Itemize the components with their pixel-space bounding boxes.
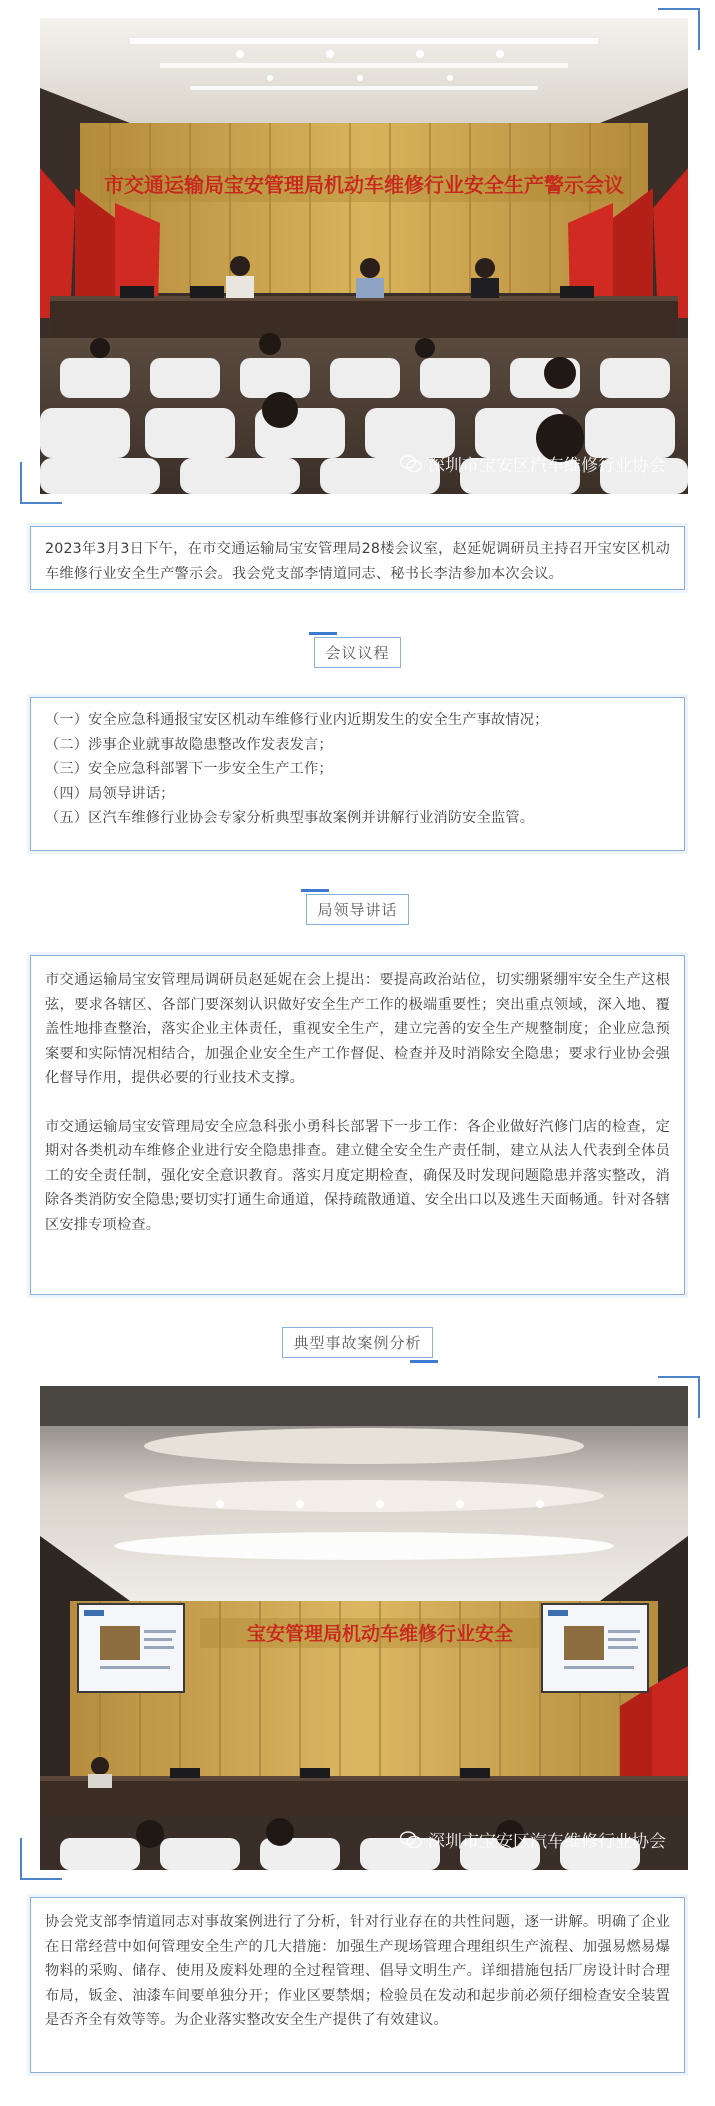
agenda-item: （一）安全应急科通报宝安区机动车维修行业内近期发生的安全生产事故情况；: [45, 712, 549, 728]
watermark-text: 深圳市宝安区汽车维修行业协会: [428, 456, 666, 476]
case-box: [30, 1897, 685, 2073]
chip-accent-bar: [309, 632, 337, 635]
intro-text: 2023年3月3日下午，在市交通运输局宝安管理局28楼会议室，赵延妮调研员主持召开宝安区机动车维修行业安全生产警示会。我会党支部李情道同志、秘书长李洁参加本次会议。: [45, 541, 670, 582]
banner-text: 宝安管理局机动车维修行业安全: [246, 1623, 514, 1645]
agenda-heading: [314, 637, 400, 668]
photo-frame-bottom: [20, 1376, 700, 1880]
meeting-hall-illustration: [40, 18, 688, 494]
leader-heading-wrap: [0, 894, 715, 925]
watermark-text: 深圳市宝安区汽车维修行业协会: [428, 1832, 666, 1852]
case-heading: [282, 1327, 432, 1358]
agenda-item: （四）局领导讲话；: [45, 785, 175, 802]
agenda-box: [30, 697, 685, 851]
case-heading-label: 典型事故案例分析: [293, 1334, 422, 1352]
meeting-hall-illustration: [40, 1386, 688, 1870]
agenda-heading-label: 会议议程: [325, 644, 390, 662]
photo-frame-top: [20, 8, 700, 504]
chip-accent-bar: [301, 889, 329, 892]
leader-box: [30, 955, 685, 1295]
leader-para-1: 市交通运输局宝安管理局调研员赵延妮在会上提出：要提高政治站位，切实绷紧绷牢安全生产这根弦，要求各辖区、各部门要深刻认识做好安全生产工作的极端重要性；突出重点领域，深入地、覆盖性地排查整治，落实企业主体责任，重视安全生产，建立完善的安全生产规整制度；企业应急预案要和实际情况相结合，加强企业安全生产工作督促、检查并及时消除安全隐患；要求行业协会强化督导作用，提供必要的行业技术支撑。: [45, 972, 670, 1086]
watermark: [400, 451, 666, 476]
leader-para-2: 市交通运输局宝安管理局安全应急科张小勇科长部署下一步工作：各企业做好汽修门店的检查，定期对各类机动车维修企业进行安全隐患排查。建立健全安全生产责任制，建立从法人代表到全体员工的安全责任制，强化安全意识教育。落实月度定期检查，确保及时发现问题隐患并落实整改，消除各类消防安全隐患;要切实打通生命通道，保持疏散通道、安全出口以及逃生天面畅通。针对各辖区安排专项检查。: [45, 1118, 670, 1233]
case-text: 协会党支部李情道同志对事故案例进行了分析，针对行业存在的共性问题，逐一讲解。明确了企业在日常经营中如何管理安全生产的几大措施：加强生产现场管理合理组织生产流程、加强易燃易爆物料的采购、储存、使用及废料处理的全过程管理、倡导文明生产。详细措施包括厂房设计时合理布局，钣金、油漆车间要单独分开；作业区要禁烟；检验员在发动和起步前必须仔细检查安全装置是否齐全有效等等。为企业落实整改安全生产提供了有效建议。: [45, 1914, 670, 2028]
intro-box: [30, 526, 685, 590]
watermark: [400, 1827, 666, 1852]
meeting-photo-2: [40, 1386, 688, 1870]
agenda-item: （二）涉事企业就事故隐患整改作发表发言；: [45, 736, 333, 753]
agenda-item: （五）区汽车维修行业协会专家分析典型事故案例并讲解行业消防安全监管。: [45, 810, 535, 826]
banner-text: 市交通运输局宝安管理局机动车维修行业安全生产警示会议: [104, 173, 624, 197]
case-heading-wrap: [0, 1327, 715, 1358]
leader-heading-label: 局领导讲话: [317, 901, 398, 919]
projector-screen-right: [542, 1604, 648, 1692]
agenda-heading-wrap: [0, 637, 715, 668]
wechat-icon: [400, 455, 422, 473]
chip-accent-bar: [410, 1360, 438, 1363]
leader-heading: [306, 894, 408, 925]
projector-screen-left: [78, 1604, 184, 1692]
meeting-photo-1: [40, 18, 688, 494]
wechat-icon: [400, 1831, 422, 1849]
agenda-item: （三）安全应急科部署下一步安全生产工作；: [45, 761, 333, 777]
